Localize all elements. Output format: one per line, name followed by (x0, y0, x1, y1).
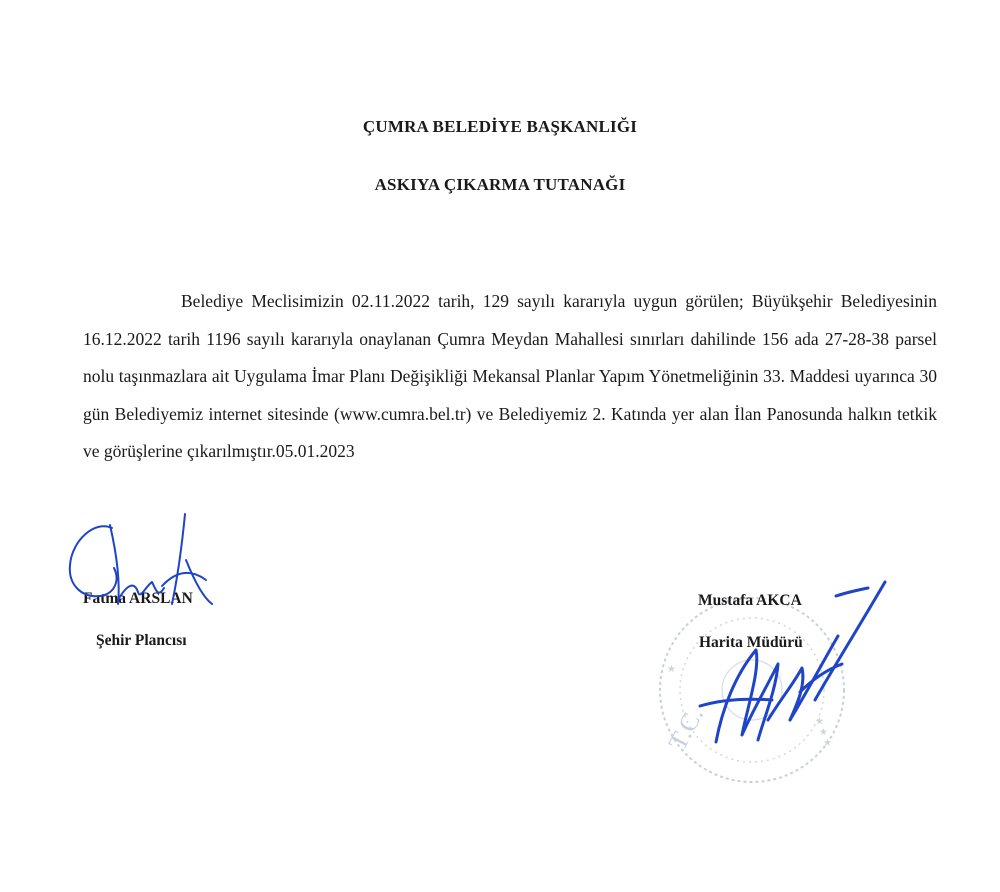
document-body-paragraph: Belediye Meclisimizin 02.11.2022 tarih, 129 sayılı kararıyla uygun görülen; Büyükşehir Belediyesinin 16.12.2022 tarih 1196 sayılı kararıyla onaylanan Çumra Meydan Mahallesi sınırları dahilinde 156 ada 27-28-38 parsel nolu taşınmazlara ait Uygulama İmar Planı Değişikliği Mekansal Planlar Yapım Yönetmeliğinin 33. Maddesi uyarınca 30 gün Belediyemiz internet sitesinde (www.cumra.bel.tr) ve Belediyemiz 2. Katında yer alan İlan Panosunda halkın tetkik ve görüşlerine çıkarılmıştır.05.01.2023 (83, 291, 937, 461)
stamp-text: T.C. (662, 702, 710, 755)
svg-text:★: ★ (667, 664, 676, 675)
svg-text:★ ★ ★: ★ ★ ★ (812, 715, 834, 750)
right-signatory-title: Harita Müdürü (699, 634, 803, 651)
document-heading-title: ASKIYA ÇIKARMA TUTANAĞI (374, 175, 626, 194)
right-signatory-name: Mustafa AKCA (698, 592, 802, 609)
document-heading-institution: ÇUMRA BELEDİYE BAŞKANLIĞI (362, 117, 638, 136)
left-signatory-title: Şehir Plancısı (96, 632, 187, 649)
left-signatory-name: Fatma ARSLAN (83, 590, 193, 607)
